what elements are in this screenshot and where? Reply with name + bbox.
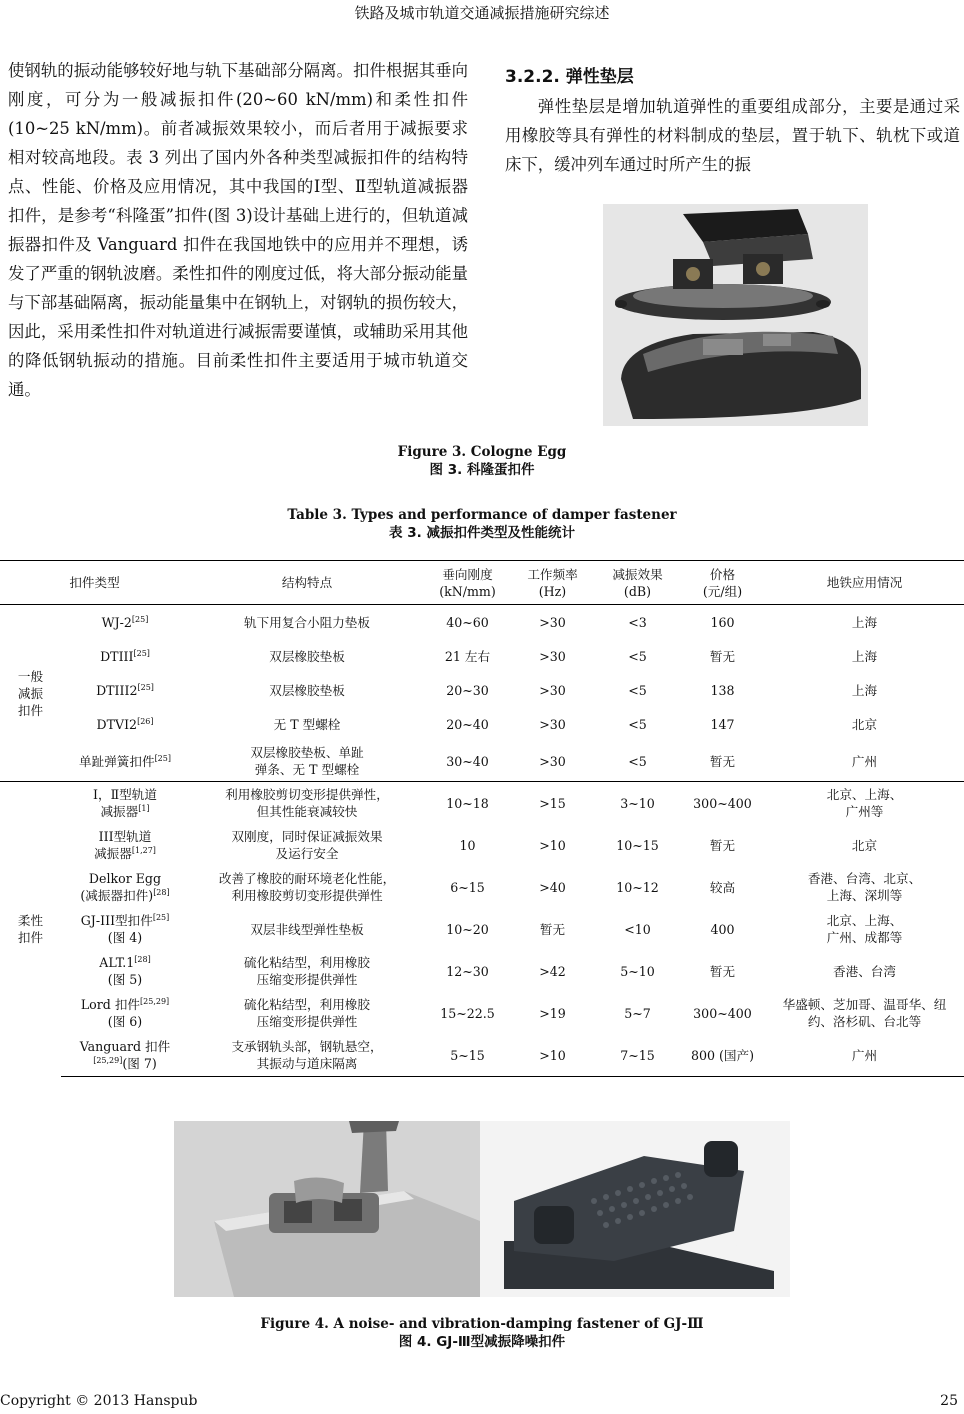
table-row <box>0 605 964 640</box>
table3-caption-zh: 表 3. 减振扣件类型及性能统计 <box>389 525 575 541</box>
figure3-caption-zh: 图 3. 科隆蛋扣件 <box>429 462 535 478</box>
cell-stiffness: 6~15 <box>450 879 485 895</box>
cell-stiffness: 12~30 <box>446 963 489 979</box>
cell-application: 北京、上海、 广州、成都等 <box>826 913 903 945</box>
footer-copyright: Copyright © 2013 Hanspub <box>0 1393 198 1409</box>
cell-stiffness: 10~18 <box>425 782 510 825</box>
cell-effect: <3 <box>628 614 647 630</box>
cell-price: 138 <box>710 682 735 698</box>
cell-name: DTVI2[26] <box>96 716 154 732</box>
cell-stiffness: 30~40 <box>446 753 489 769</box>
cell-structure: 硫化粘结型，利用橡胶 压缩变形提供弹性 <box>244 997 370 1029</box>
cell-name: 单趾弹簧扣件[25] <box>79 753 171 769</box>
cell-structure: 双层橡胶垫板、单趾 弹条、无 T 型螺栓 <box>250 745 364 777</box>
cell-stiffness: 15~22.5 <box>440 1005 495 1021</box>
cell-frequency: >30 <box>539 648 566 664</box>
cell-name: Vanguard 扣件 [25,29](图 7) <box>61 1034 189 1077</box>
cell-name: DTIII[25] <box>100 648 150 664</box>
table-row <box>0 824 964 866</box>
cell-application: 北京 <box>851 716 878 732</box>
cell-stiffness: 20~40 <box>446 716 489 732</box>
table-row <box>0 866 964 908</box>
cell-application: 广州 <box>765 1034 964 1077</box>
cell-structure: 无 T 型螺栓 <box>273 716 341 732</box>
cell-price: 暂无 <box>709 837 736 853</box>
cell-structure: 硫化粘结型，利用橡胶 压缩变形提供弹性 <box>244 955 370 987</box>
running-head: 铁路及城市轨道交通减振措施研究综述 <box>354 4 610 22</box>
header-effect: 减振效果 (dB) <box>595 561 680 605</box>
right-column <box>505 92 960 179</box>
cell-frequency: >19 <box>539 1005 566 1021</box>
table-row <box>0 908 964 950</box>
cell-structure: 支承钢轨头部，钢轨悬空， 其振动与道床隔离 <box>189 1034 425 1077</box>
cell-effect: <5 <box>628 753 647 769</box>
cell-frequency: >30 <box>539 753 566 769</box>
cell-price: 160 <box>710 614 735 630</box>
cell-name: Ⅰ，Ⅱ型轨道 减振器[1] <box>61 782 189 825</box>
cell-price: 暂无 <box>709 753 736 769</box>
cell-stiffness: 40~60 <box>446 614 489 630</box>
cell-price: 400 <box>710 921 735 937</box>
left-column-text: 使钢轨的振动能够较好地与轨下基础部分隔离。扣件根据其垂向刚度，可分为一般减振扣件(20~60 kN/mm)和柔性扣件(10~25 kN/mm)。前者减振效果较小，而后者用于减振要求相对较高地段。表 3 列出了国内外各种类型减振扣件的结构特点、性能、价格及应用情况，其中我国的Ⅰ型、Ⅱ型轨道减振器扣件，是参考“科隆蛋”扣件(图 3)设计基础上进行的，但轨道减振器扣件及 Vanguard 扣件在我国地铁中的应用并不理想，诱发了严重的钢轨波磨。柔性扣件的刚度过低，将大部分振动能量与下部基础隔离，振动能量集中在钢轨上，对钢轨的损伤较大，因此，采用柔性扣件对轨道进行减振需要谨慎，或辅助采用其他的降低钢轨振动的措施。目前柔性扣件主要适用于城市轨道交通。 <box>8 61 468 399</box>
figure3-caption-en: Figure 3. Cologne Egg <box>397 444 567 460</box>
header-frequency: 工作频率 (Hz) <box>510 561 595 605</box>
figure4-image <box>174 1121 790 1297</box>
table-row <box>0 639 964 673</box>
cell-structure: 双刚度，同时保证减振效果 及运行安全 <box>231 829 383 861</box>
cell-frequency: >15 <box>510 782 595 825</box>
cell-effect: 3~10 <box>595 782 680 825</box>
cell-structure: 轨下用复合小阻力垫板 <box>244 614 370 630</box>
cell-structure: 改善了橡胶的耐环境老化性能， 利用橡胶剪切变形提供弹性 <box>218 871 396 903</box>
table-row <box>0 992 964 1034</box>
table3-caption-en: Table 3. Types and performance of damper fastener <box>287 507 677 523</box>
cell-effect: <5 <box>628 648 647 664</box>
cell-structure: 双层非线型弹性垫板 <box>250 921 364 937</box>
cell-price: 暂无 <box>709 648 736 664</box>
cell-application: 上海 <box>851 614 878 630</box>
figure3-caption <box>0 443 964 479</box>
cell-price: 147 <box>710 716 735 732</box>
cell-effect: <10 <box>624 921 651 937</box>
table-row <box>0 1034 964 1077</box>
cell-application: 北京 <box>851 837 878 853</box>
table-row <box>0 673 964 707</box>
cell-effect: <5 <box>628 682 647 698</box>
cell-structure: 利用橡胶剪切变形提供弹性， 但其性能衰减较快 <box>189 782 425 825</box>
header-price: 价格 (元/组) <box>680 561 765 605</box>
figure3-image <box>603 204 868 426</box>
cell-application: 香港、台湾 <box>833 963 896 979</box>
cell-stiffness: 21 左右 <box>444 648 491 664</box>
cell-frequency: >10 <box>539 837 566 853</box>
cell-effect: 7~15 <box>595 1034 680 1077</box>
cell-name: Delkor Egg (减振器扣件)[28] <box>80 871 170 903</box>
cell-stiffness: 10~20 <box>446 921 489 937</box>
table-row <box>0 950 964 992</box>
header-application: 地铁应用情况 <box>765 561 964 605</box>
page-number: 25 <box>940 1393 958 1409</box>
cell-frequency: >42 <box>539 963 566 979</box>
cell-effect: 10~15 <box>616 837 659 853</box>
cell-effect: 5~10 <box>620 963 655 979</box>
cell-name: Lord 扣件[25,29] (图 6) <box>80 996 170 1029</box>
section-heading: 3.2.2. 弹性垫层 <box>505 67 634 87</box>
table3 <box>0 560 964 1077</box>
table-row <box>0 707 964 741</box>
table3-header-row <box>0 561 964 605</box>
cell-structure: 双层橡胶垫板 <box>269 682 345 698</box>
cell-price: 300~400 <box>680 782 765 825</box>
figure4-caption-zh: 图 4. GJ-Ⅲ型减振降噪扣件 <box>398 1334 566 1350</box>
cell-structure: 双层橡胶垫板 <box>269 648 345 664</box>
group1-label: 一般 减振 扣件 <box>17 668 44 718</box>
cell-application: 广州 <box>851 753 878 769</box>
cell-frequency: >30 <box>539 682 566 698</box>
cell-frequency: >10 <box>510 1034 595 1077</box>
cell-frequency: >40 <box>539 879 566 895</box>
cell-stiffness: 5~15 <box>425 1034 510 1077</box>
cell-application: 华盛顿、芝加哥、温哥华、纽 约、洛杉矶、台北等 <box>782 997 947 1029</box>
cell-effect: 5~7 <box>624 1005 651 1021</box>
header-structure: 结构特点 <box>189 561 425 605</box>
header-stiffness: 垂向刚度 (kN/mm) <box>425 561 510 605</box>
table-row <box>0 782 964 825</box>
cell-name: ALT.1[28] (图 5) <box>99 954 151 987</box>
left-column <box>8 56 468 404</box>
cell-application: 上海 <box>851 682 878 698</box>
table3-caption <box>0 506 964 542</box>
cell-frequency: 暂无 <box>539 921 566 937</box>
header-type: 扣件类型 <box>0 561 189 605</box>
cell-name: WJ-2[25] <box>101 614 149 630</box>
cell-price: 暂无 <box>709 963 736 979</box>
table-row <box>0 741 964 782</box>
cell-application: 香港、台湾、北京、 上海、深圳等 <box>807 871 922 903</box>
cell-application: 北京、上海、 广州等 <box>765 782 964 825</box>
cell-price: 较高 <box>709 879 736 895</box>
cell-name: DTIII2[25] <box>96 682 154 698</box>
cell-effect: <5 <box>628 716 647 732</box>
figure4-caption-en: Figure 4. A noise- and vibration-damping fastener of GJ-Ⅲ <box>260 1316 704 1332</box>
figure4-caption <box>0 1315 964 1351</box>
cell-effect: 10~12 <box>616 879 659 895</box>
cell-stiffness: 20~30 <box>446 682 489 698</box>
cell-name: III型轨道 减振器[1,27] <box>94 829 156 861</box>
cell-frequency: >30 <box>539 716 566 732</box>
right-column-text: 弹性垫层是增加轨道弹性的重要组成部分，主要是通过采用橡胶等具有弹性的材料制成的垫层，置于轨下、轨枕下或道床下，缓冲列车通过时所产生的振 <box>505 97 960 174</box>
cell-frequency: >30 <box>539 614 566 630</box>
cell-name: GJ-III型扣件[25] (图 4) <box>80 912 170 945</box>
cell-application: 上海 <box>851 648 878 664</box>
group2-label: 柔性 扣件 <box>0 782 61 1077</box>
cell-stiffness: 10 <box>459 837 476 853</box>
cell-price: 300~400 <box>693 1005 752 1021</box>
cell-price: 800 (国产) <box>680 1034 765 1077</box>
